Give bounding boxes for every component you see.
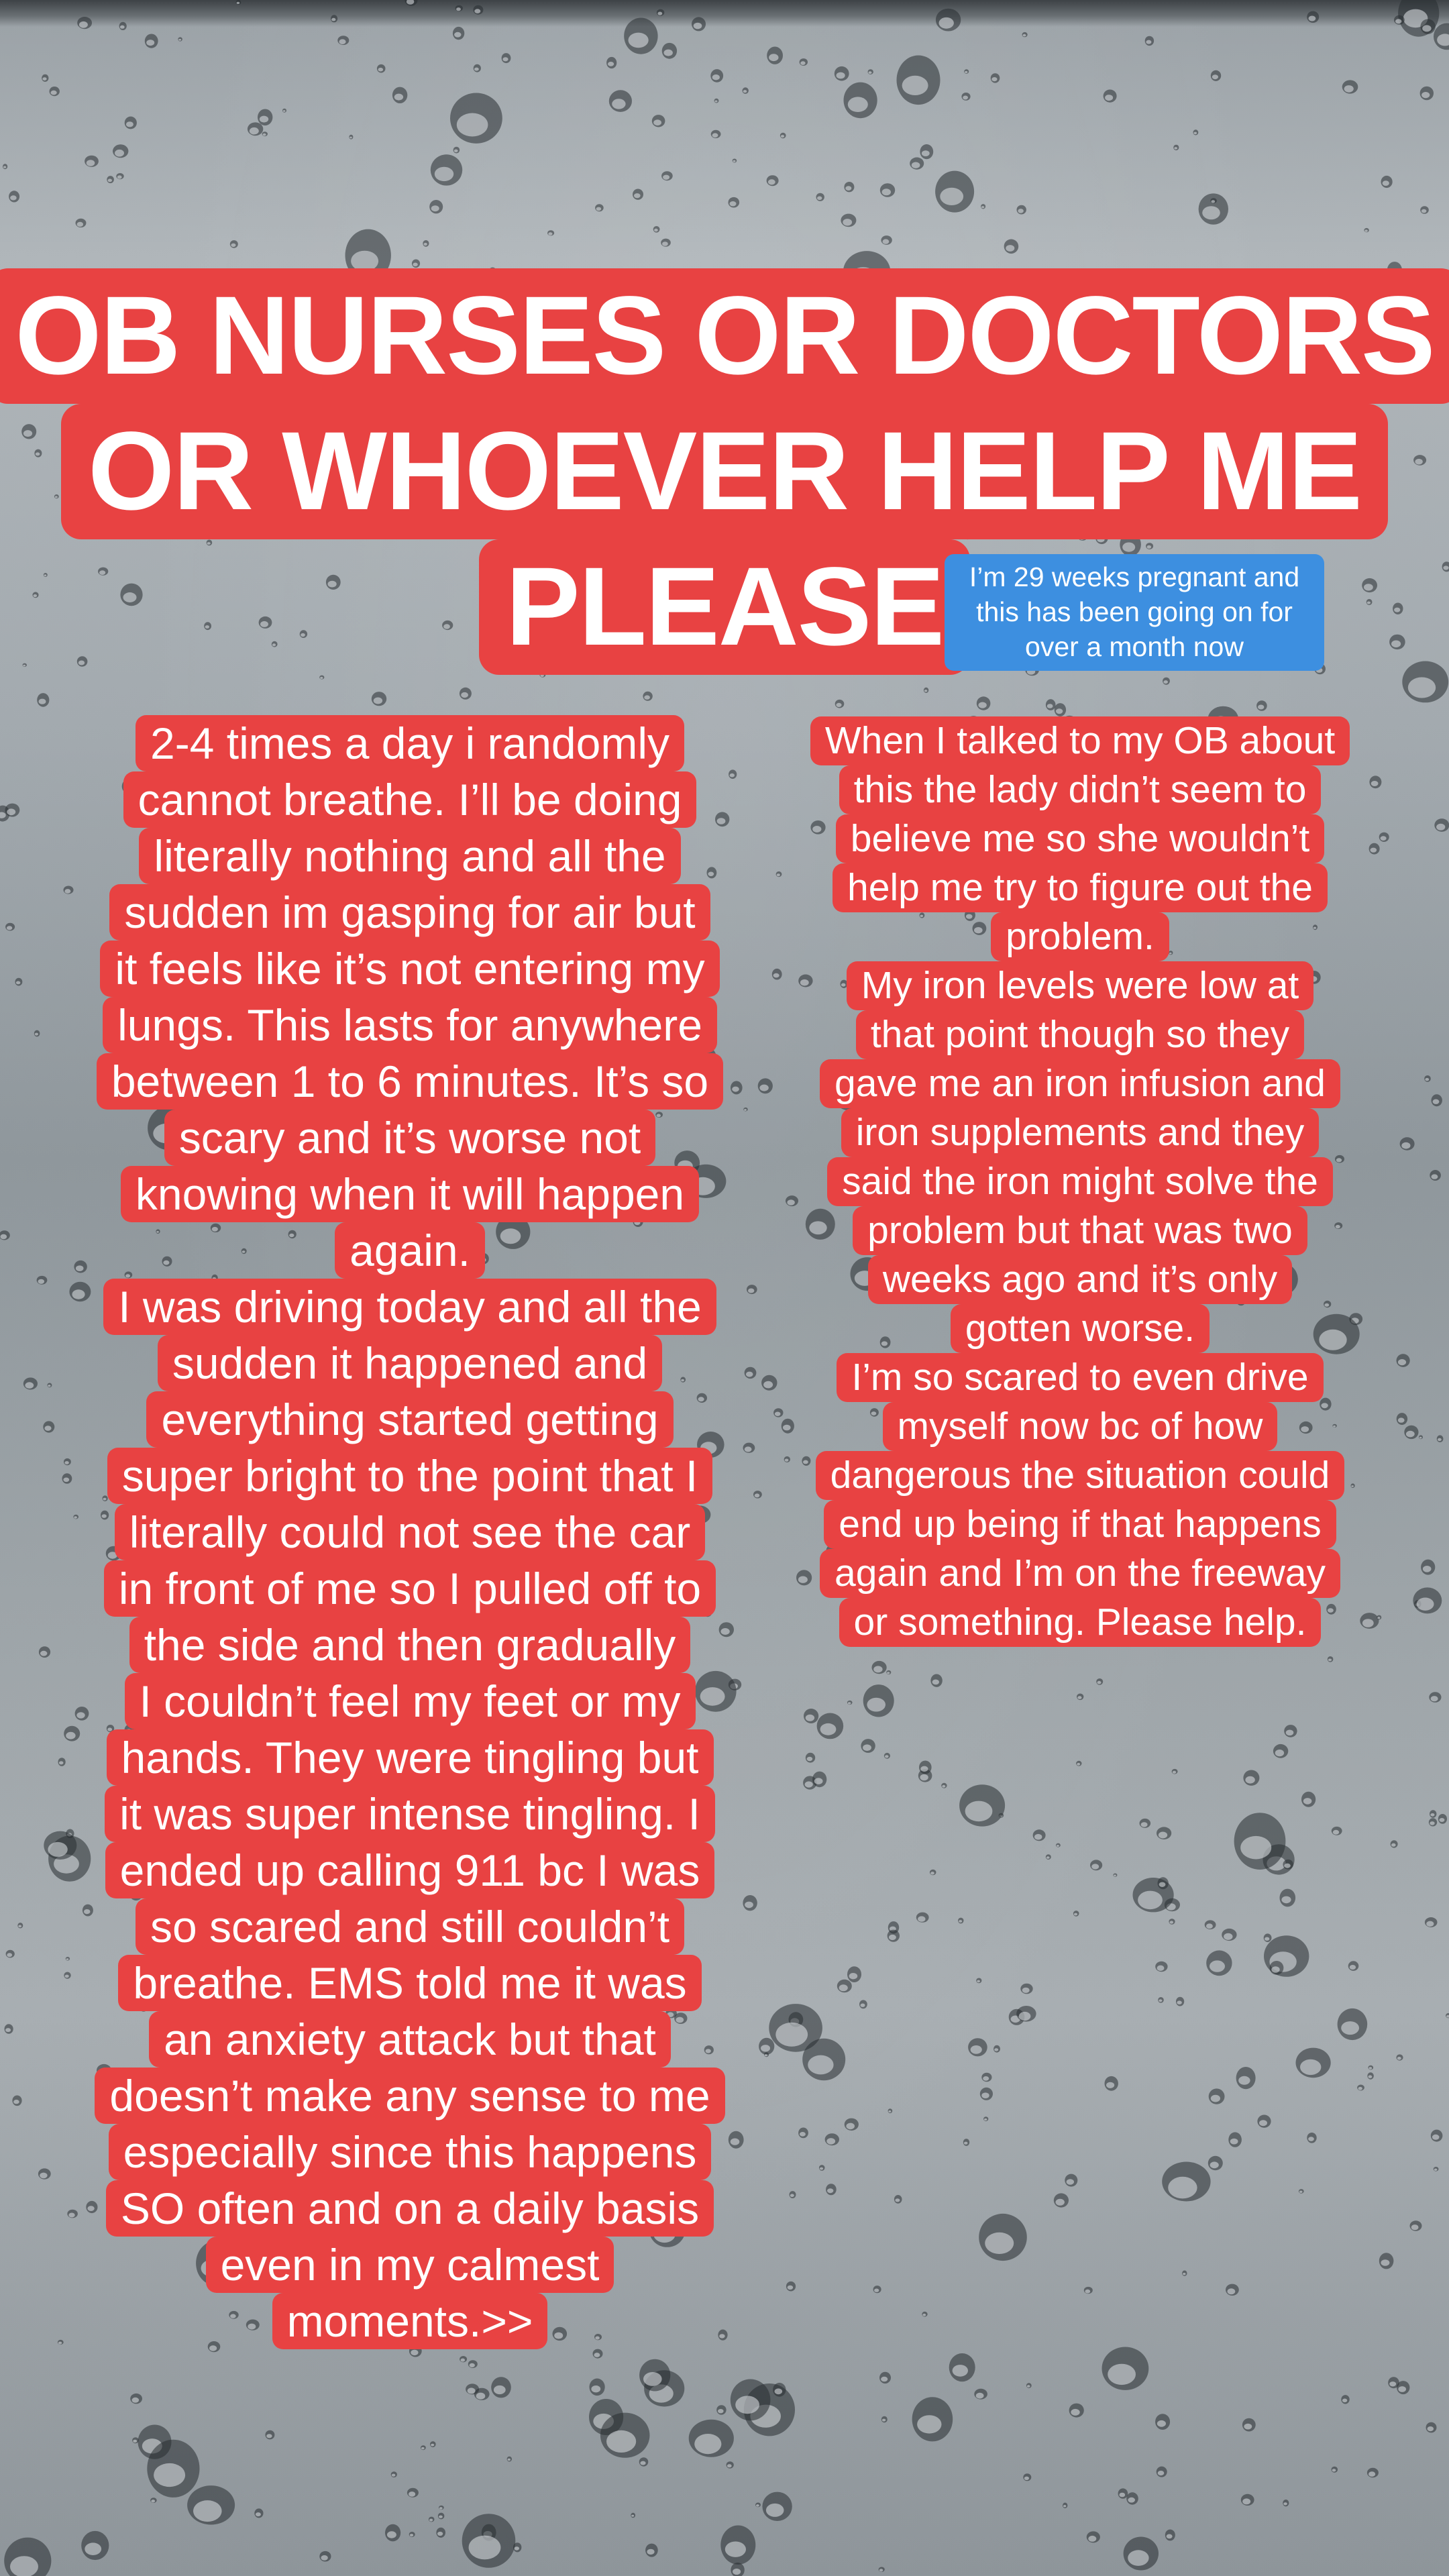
note-line: this has been going on for — [976, 596, 1293, 627]
story-line: the side and then gradually — [129, 1617, 691, 1673]
story-line: hands. They were tingling but — [107, 1729, 714, 1786]
story-line: or something. Please help. — [839, 1598, 1322, 1647]
story-line: 2-4 times a day i randomly — [136, 715, 684, 771]
story-line: between 1 to 6 minutes. It’s so — [97, 1053, 723, 1110]
story-line: My iron levels were low at — [847, 961, 1314, 1010]
story-line: especially since this happens — [109, 2124, 712, 2180]
title-line: OR WHOEVER HELP ME — [61, 404, 1388, 539]
story-line: again. — [335, 1222, 485, 1279]
story-line: I was driving today and all the — [103, 1279, 716, 1335]
story-line: myself now bc of how — [883, 1402, 1278, 1451]
story-line: I’m so scared to even drive — [837, 1353, 1323, 1402]
left-story-caption — [67, 715, 753, 2349]
story-line: this the lady didn’t seem to — [839, 765, 1322, 814]
story-line: problem but that was two — [853, 1206, 1307, 1255]
story-line: breathe. EMS told me it was — [118, 1955, 701, 2011]
title-line: PLEASE — [479, 539, 970, 675]
story-line: cannot breathe. I’ll be doing — [123, 771, 697, 828]
story-line: weeks ago and it’s only — [868, 1255, 1292, 1304]
story-line: lungs. This lasts for anywhere — [103, 997, 717, 1053]
story-line: When I talked to my OB about — [810, 716, 1350, 765]
story-line: ended up calling 911 bc I was — [105, 1842, 715, 1898]
title-line: OB NURSES OR DOCTORS — [0, 268, 1449, 404]
story-line: iron supplements and they — [841, 1108, 1320, 1157]
story-line: scary and it’s worse not — [164, 1110, 655, 1166]
story-line: moments.>> — [272, 2293, 548, 2349]
story-line: SO often and on a daily basis — [106, 2180, 714, 2237]
note-line: over a month now — [1025, 631, 1244, 662]
story-line: gave me an iron infusion and — [820, 1059, 1340, 1108]
story-line: even in my calmest — [206, 2237, 614, 2293]
story-line: dangerous the situation could — [816, 1451, 1345, 1500]
story-line: in front of me so I pulled off to — [104, 1560, 716, 1617]
story-line: help me try to figure out the — [833, 863, 1328, 912]
story-line: knowing when it will happen — [121, 1166, 699, 1222]
story-line: super bright to the point that I — [107, 1448, 713, 1504]
story-line: end up being if that happens — [824, 1500, 1336, 1549]
story-line: literally nothing and all the — [139, 828, 680, 884]
story-line: problem. — [991, 912, 1169, 961]
story-line: I couldn’t feel my feet or my — [125, 1673, 696, 1729]
story-line: an anxiety attack but that — [149, 2011, 671, 2068]
story-line: so scared and still couldn’t — [136, 1898, 684, 1955]
story-line: everything started getting — [146, 1391, 673, 1448]
story-line: gotten worse. — [951, 1304, 1210, 1353]
story-line: it feels like it’s not entering my — [100, 941, 719, 997]
note-line: I’m 29 weeks pregnant and — [969, 561, 1300, 592]
pregnancy-note-caption — [945, 554, 1324, 671]
story-line: doesn’t make any sense to me — [95, 2068, 724, 2124]
story-line: it was super intense tingling. I — [105, 1786, 715, 1842]
story-line: again and I’m on the freeway — [820, 1549, 1340, 1598]
story-line: that point though so they — [856, 1010, 1304, 1059]
story-line: sudden im gasping for air but — [109, 884, 710, 941]
story-line: literally could not see the car — [115, 1504, 705, 1560]
story-line: sudden it happened and — [158, 1335, 662, 1391]
story-line: said the iron might solve the — [827, 1157, 1333, 1206]
story-line: believe me so she wouldn’t — [836, 814, 1324, 863]
right-story-caption — [785, 716, 1375, 1647]
